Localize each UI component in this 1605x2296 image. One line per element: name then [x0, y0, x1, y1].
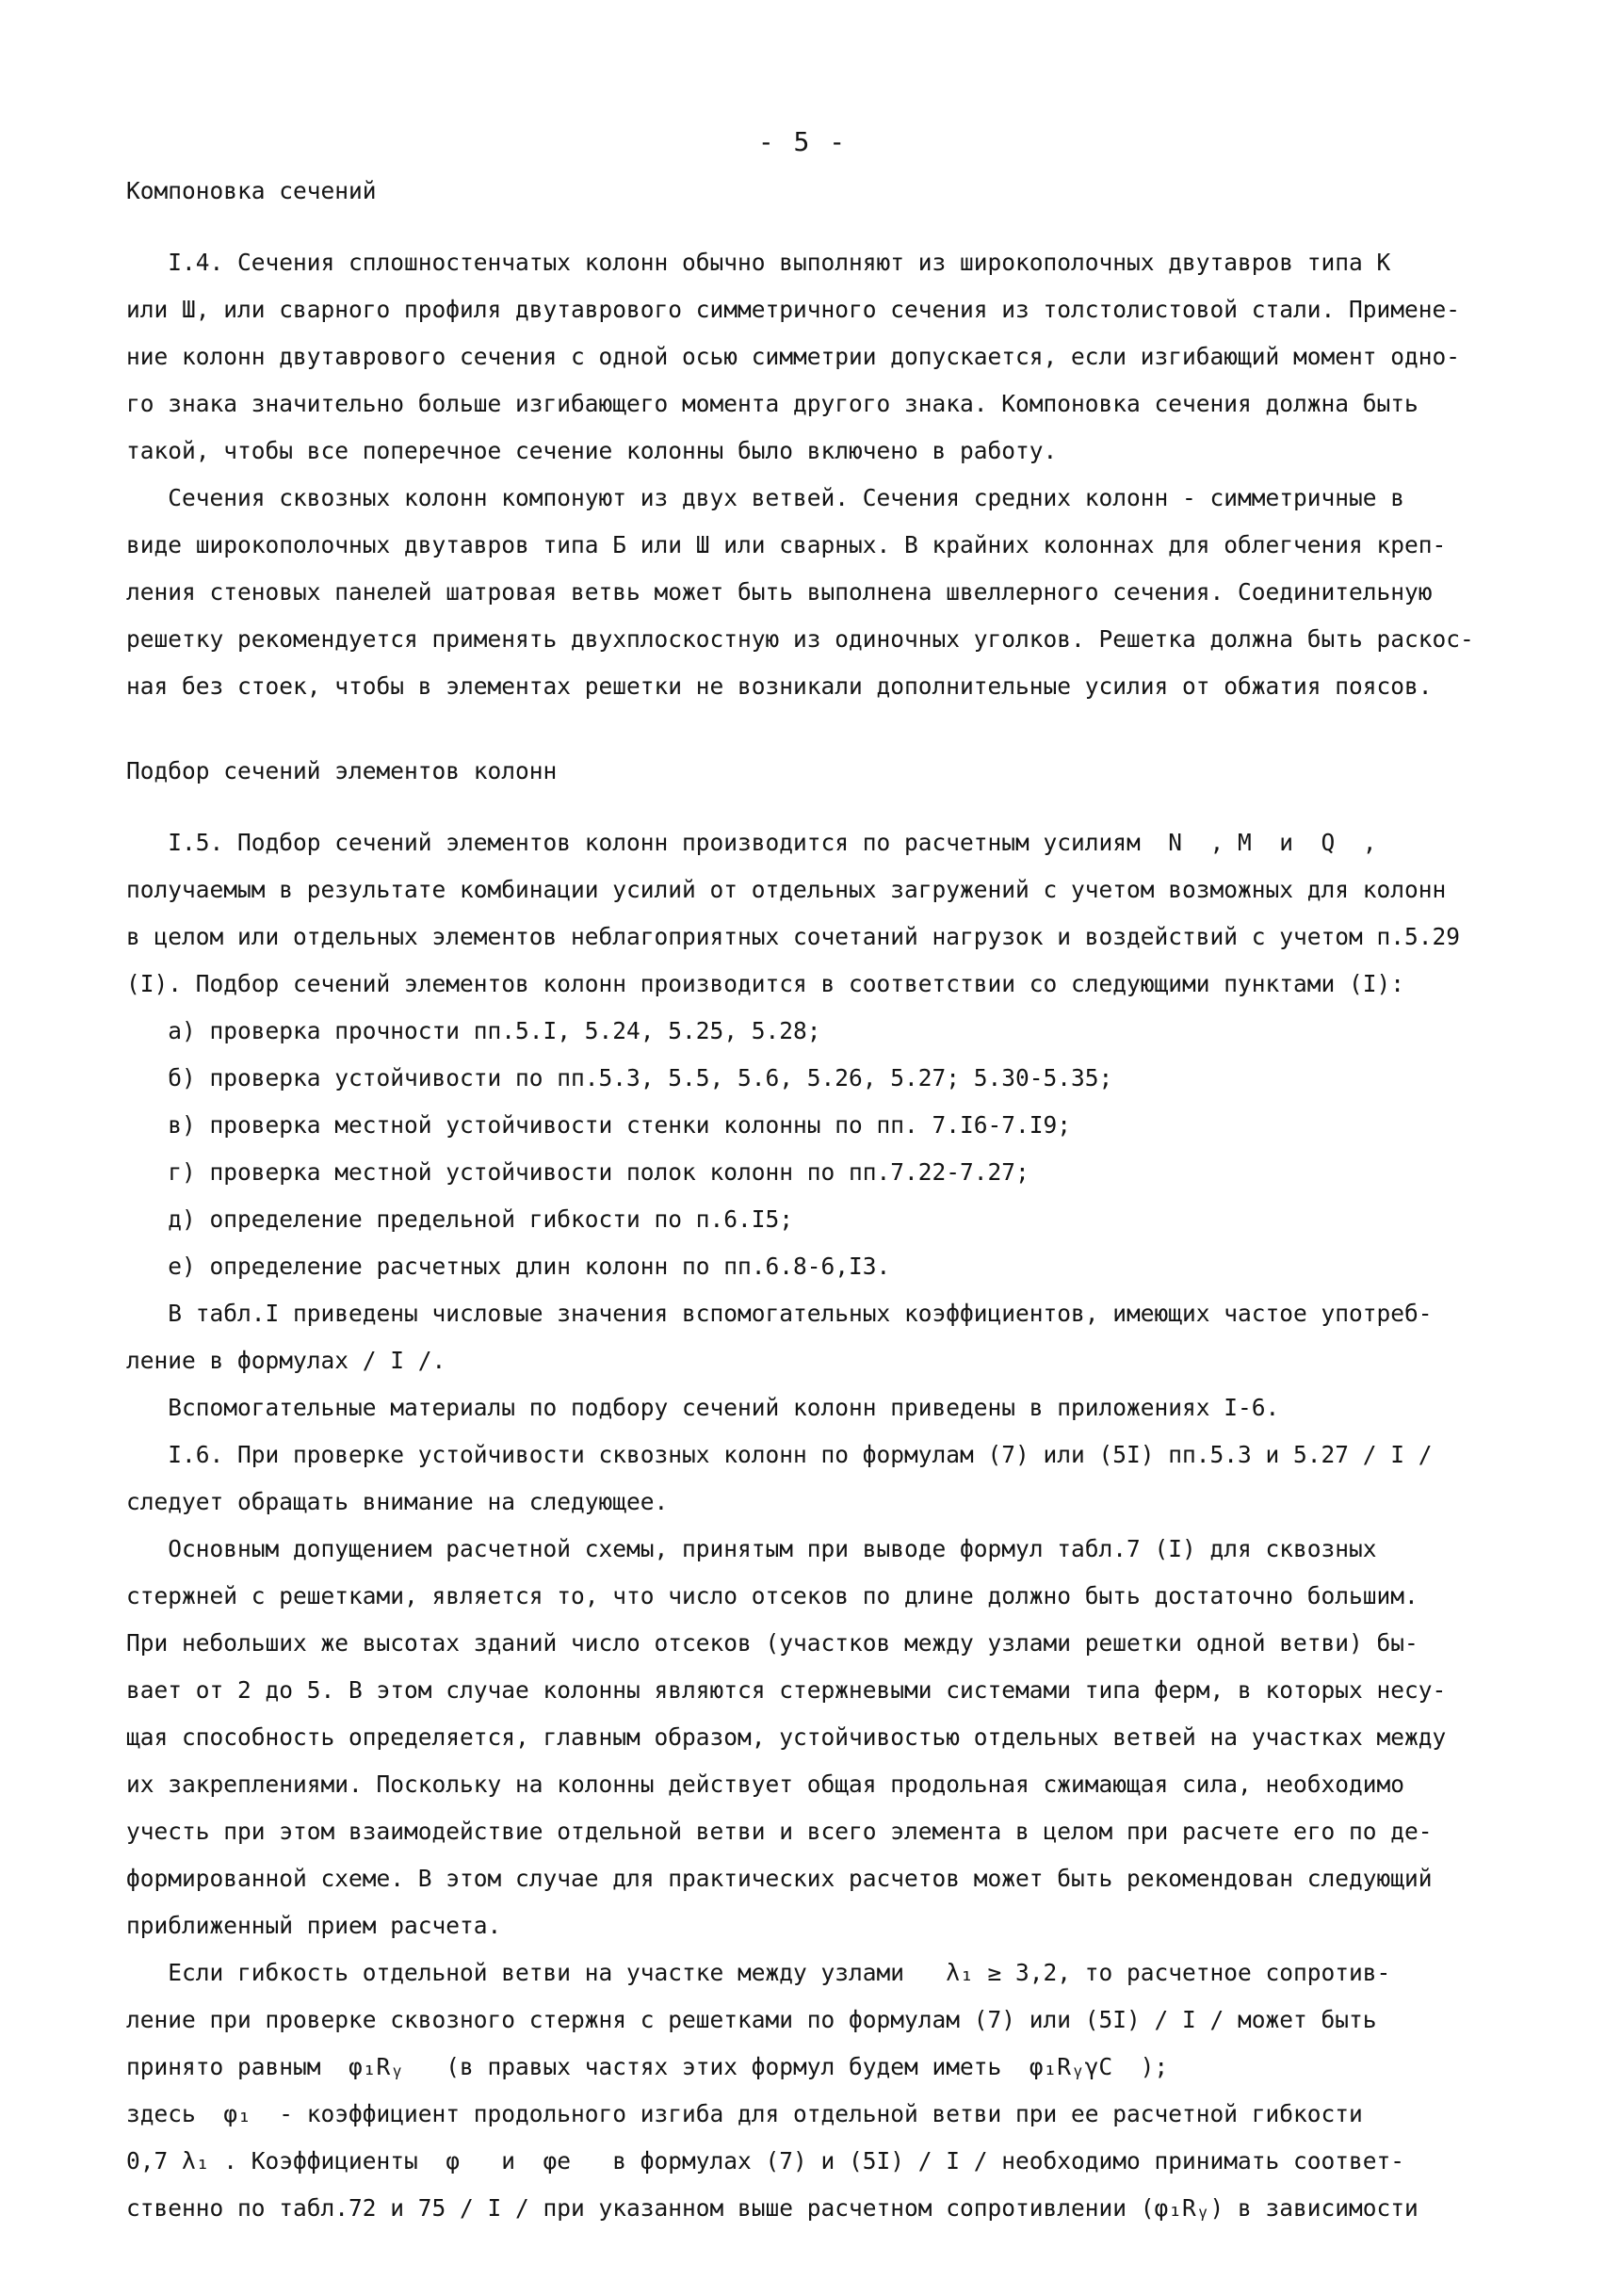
text-line: стержней с решетками, является то, что число отсеков по длине должно быть достаточно большим.: [126, 1582, 1419, 1609]
text-line: формированной схеме. В этом случае для практических расчетов может быть рекомендован следующий: [126, 1865, 1433, 1892]
text-line: г) проверка местной устойчивости полок колонн по пп.7.22-7.27;: [126, 1158, 1029, 1186]
text-line: I.6. При проверке устойчивости сквозных колонн по формулам (7) или (5I) пп.5.3 и 5.27 / I /: [126, 1441, 1433, 1468]
text-line: б) проверка устойчивости по пп.5.3, 5.5, 5.6, 5.26, 5.27; 5.30-5.35;: [126, 1064, 1113, 1091]
page-number: - 5 -: [757, 126, 848, 157]
text-line: ние колонн двутаврового сечения с одной осью симметрии допускается, если изгибающий момент одно-: [126, 343, 1461, 370]
text-line: I.5. Подбор сечений элементов колонн производится по расчетным усилиям N , M и Q ,: [126, 829, 1377, 856]
text-line: (I). Подбор сечений элементов колонн производится в соответствии со следующими пунктами (I):: [126, 970, 1405, 997]
text-line: д) определение предельной гибкости по п.6.I5;: [126, 1205, 794, 1233]
text-line: вает от 2 до 5. В этом случае колонны являются стержневыми системами типа ферм, в которых несу-: [126, 1676, 1447, 1704]
text-line: следует обращать внимание на следующее.: [126, 1488, 669, 1515]
text-line: такой, чтобы все поперечное сечение колонны было включено в работу.: [126, 437, 1058, 464]
text-line: ление при проверке сквозного стержня с решетками по формулам (7) или (5I) / I / может быть: [126, 2006, 1377, 2033]
text-line: При небольших же высотах зданий число отсеков (участков между узлами решетки одной ветви) бы-: [126, 1629, 1419, 1657]
text-line: Если гибкость отдельной ветви на участке между узлами λ₁ ≥ 3,2, то расчетное сопротив-: [126, 1959, 1391, 1986]
text-line: решетку рекомендуется применять двухплоскостную из одиночных уголков. Решетка должна быть раскос-: [126, 625, 1474, 653]
text-line: получаемым в результате комбинации усилий от отдельных загружений с учетом возможных для колонн: [126, 876, 1447, 903]
text-line: 0,7 λ₁ . Коэффициенты φ и φe в формулах (7) и (5I) / I / необходимо принимать соответ-: [126, 2147, 1405, 2175]
text-line: ление в формулах / I /.: [126, 1347, 446, 1374]
text-line: их закреплениями. Поскольку на колонны действует общая продольная сжимающая сила, необходимо: [126, 1771, 1405, 1798]
text-line: приближенный прием расчета.: [126, 1912, 502, 1939]
text-line: принято равным φ₁Rᵧ (в правых частях этих формул будем иметь φ₁RᵧγC );: [126, 2053, 1169, 2080]
text-line: щая способность определяется, главным образом, устойчивостью отдельных ветвей на участках между: [126, 1723, 1447, 1751]
text-line: здесь φ₁ - коэффициент продольного изгиба для отдельной ветви при ее расчетной гибкости: [126, 2100, 1363, 2127]
text-line: ственно по табл.72 и 75 / I / при указанном выше расчетном сопротивлении (φ₁Rᵧ) в зависимости: [126, 2194, 1419, 2222]
text-line: Сечения сквозных колонн компонуют из двух ветвей. Сечения средних колонн - симметричные в: [126, 484, 1405, 511]
document-body: [126, 168, 1474, 2232]
text-line: виде широкополочных двутавров типа Б или Ш или сварных. В крайних колоннах для облегчения креп-: [126, 531, 1447, 558]
section-layout-text: [126, 239, 1474, 710]
section-heading-selection: Подбор сечений элементов колонн: [126, 757, 558, 784]
text-line: учесть при этом взаимодействие отдельной ветви и всего элемента в целом при расчете его по де-: [126, 1818, 1433, 1845]
text-line: в) проверка местной устойчивости стенки колонны по пп. 7.I6-7.I9;: [126, 1111, 1072, 1139]
text-line: или Ш, или сварного профиля двутаврового симметричного сечения из толстолистовой стали. Примене-: [126, 296, 1461, 323]
section-heading-layout: Компоновка сечений: [126, 177, 377, 204]
text-line: е) определение расчетных длин колонн по пп.6.8-6,I3.: [126, 1253, 891, 1280]
text-line: ления стеновых панелей шатровая ветвь может быть выполнена швеллерного сечения. Соединительную: [126, 578, 1433, 606]
section-selection-text: [126, 819, 1461, 2232]
text-line: Вспомогательные материалы по подбору сечений колонн приведены в приложениях I-6.: [126, 1394, 1280, 1421]
text-line: в целом или отдельных элементов неблагоприятных сочетаний нагрузок и воздействий с учетом п.5.29: [126, 923, 1461, 950]
text-line: В табл.I приведены числовые значения вспомогательных коэффициентов, имеющих частое употреб-: [126, 1300, 1433, 1327]
text-line: ная без стоек, чтобы в элементах решетки не возникали дополнительные усилия от обжатия поясов.: [126, 672, 1433, 700]
text-line: Основным допущением расчетной схемы, принятым при выводе формул табл.7 (I) для сквозных: [126, 1535, 1377, 1562]
text-line: а) проверка прочности пп.5.I, 5.24, 5.25, 5.28;: [126, 1017, 821, 1044]
text-line: I.4. Сечения сплошностенчатых колонн обычно выполняют из широкополочных двутавров типа К: [126, 249, 1391, 276]
text-line: го знака значительно больше изгибающего момента другого знака. Компоновка сечения должна быть: [126, 390, 1419, 417]
